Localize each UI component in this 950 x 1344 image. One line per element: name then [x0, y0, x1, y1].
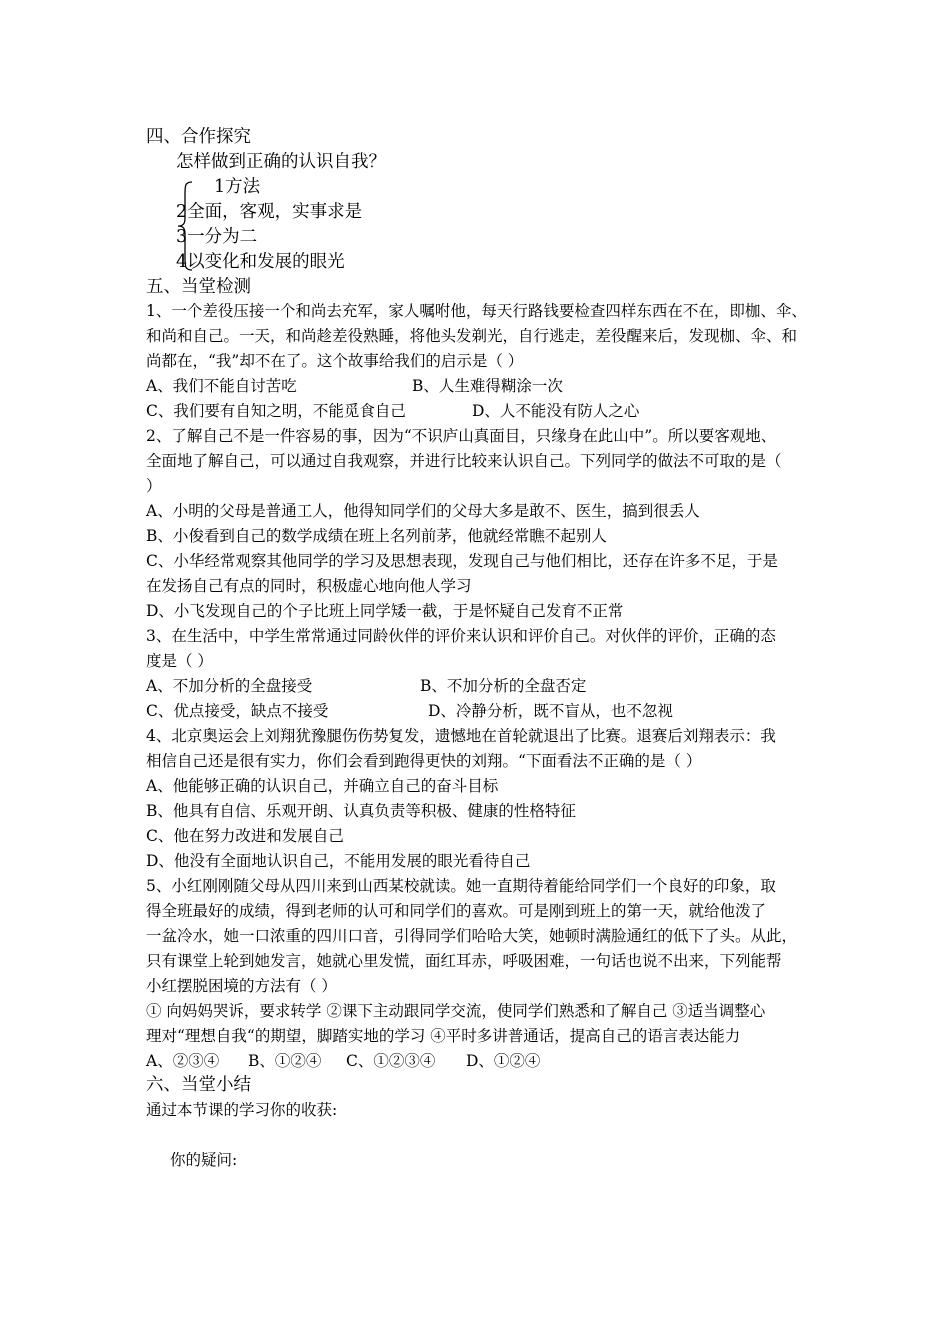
q5-line-6: ① 向妈妈哭诉，要求转学 ②课下主动跟同学交流，使同学们熟悉和了解自己 ③适当调整心 — [146, 1002, 766, 1020]
q2-line-1: 2、了解自己不是一件容易的事，因为“不识庐山真面目，只缘身在此山中”。所以要客观地、 — [146, 427, 777, 445]
method-item-2: 2全面，客观，实事求是 — [176, 202, 363, 222]
gain-prompt: 通过本节课的学习你的收获: — [146, 1101, 338, 1119]
section-4-heading: 四、合作探究 — [146, 127, 251, 147]
q2-option-d: D、小飞发现自己的个子比班上同学矮一截，于是怀疑自己发育不正常 — [146, 602, 624, 620]
q5-option-a: A、②③④ — [146, 1052, 220, 1070]
q5-option-b: B、①②④ — [248, 1052, 322, 1070]
q1-option-d: D、人不能没有防人之心 — [472, 402, 640, 420]
q3-line-1: 3、在生活中，中学生常常通过同龄伙伴的评价来认识和评价自己。对伙伴的评价，正确的态 — [146, 627, 776, 645]
q2-line-3: ） — [146, 477, 162, 495]
q4-option-b: B、他具有自信、乐观开朗、认真负责等积极、健康的性格特征 — [146, 802, 576, 820]
q1-line-1: 1、一个差役压接一个和尚去充军，家人嘱咐他，每天行路钱要检查四样东西在不在，即枷、伞、 — [146, 302, 807, 320]
section-6-heading: 六、当堂小结 — [146, 1075, 251, 1095]
section-4-question: 怎样做到正确的认识自我？ — [176, 152, 386, 172]
q2-option-a: A、小明的父母是普通工人，他得知同学们的父母大多是敢不、医生，搞到很丢人 — [146, 502, 700, 520]
q4-option-d: D、他没有全面地认识自己，不能用发展的眼光看待自己 — [146, 852, 531, 870]
method-item-3: 3一分为二 — [176, 227, 258, 247]
doubt-prompt: 你的疑问: — [170, 1151, 238, 1169]
q3-option-a: A、不加分析的全盘接受 — [146, 677, 313, 695]
q5-line-3: 一盆冷水，她一口浓重的四川口音，引得同学们哈哈大笑，她顿时满脸通红的低下了头。从此， — [146, 927, 798, 945]
q3-option-c: C、优点接受，缺点不接受 — [146, 702, 329, 720]
q4-line-1: 4、北京奥运会上刘翔犹豫腿伤伤势复发，遗憾地在首轮就退出了比赛。退赛后刘翔表示：我 — [146, 727, 776, 745]
q2-option-c-cont: 在发扬自己有点的同时，积极虚心地向他人学习 — [146, 577, 472, 595]
q4-line-2: 相信自己还是很有实力，你们会看到跑得更快的刘翔。“下面看法不正确的是（ ） — [146, 752, 702, 770]
method-item-1: 1方法 — [214, 177, 261, 197]
method-item-4: 4以变化和发展的眼光 — [176, 252, 345, 272]
q5-line-7: 理对“理想自我“的期望，脚踏实地的学习 ④平时多讲普通话，提高自己的语言表达能力 — [146, 1027, 741, 1045]
q3-option-b: B、不加分析的全盘否定 — [420, 677, 587, 695]
q5-line-1: 5、小红刚刚随父母从四川来到山西某校就读。她一直期待着能给同学们一个良好的印象，取 — [146, 877, 776, 895]
q2-option-b: B、小俊看到自己的数学成绩在班上名列前茅，他就经常瞧不起别人 — [146, 527, 607, 545]
q5-line-5: 小红摆脱困境的方法有（ ） — [146, 977, 337, 995]
q1-line-3: 尚都在，“我”却不在了。这个故事给我们的启示是（ ） — [146, 352, 524, 370]
q5-line-4: 只有课堂上轮到她发言，她就心里发慌，面红耳赤，呼吸困难，一句话也说不出来，下列能帮 — [146, 952, 782, 970]
q1-option-a: A、我们不能自讨苦吃 — [146, 377, 297, 395]
q5-option-c: C、①②③④ — [346, 1052, 436, 1070]
q2-option-c: C、小华经常观察其他同学的学习及思想表现，发现自己与他们相比，还存在许多不足，于是 — [146, 552, 778, 570]
q3-option-d: D、冷静分析，既不盲从，也不忽视 — [428, 702, 673, 720]
q1-option-c: C、我们要有自知之明，不能觅食自己 — [146, 402, 406, 420]
q1-line-2: 和尚和自己。一天，和尚趁差役熟睡，将他头发剃光，自行逃走，差役醒来后，发现枷、伞、和 — [146, 327, 798, 345]
q5-line-2: 得全班最好的成绩，得到老师的认可和同学们的喜欢。可是刚到班上的第一天，就给他泼了 — [146, 902, 767, 920]
q2-line-2: 全面地了解自己，可以通过自我观察，并进行比较来认识自己。下列同学的做法不可取的是（ — [146, 452, 782, 470]
q3-line-2: 度是（ ） — [146, 652, 213, 670]
q5-option-d: D、①②④ — [466, 1052, 541, 1070]
q1-option-b: B、人生难得糊涂一次 — [412, 377, 563, 395]
section-5-heading: 五、当堂检测 — [146, 277, 251, 297]
q4-option-a: A、他能够正确的认识自己，并确立自己的奋斗目标 — [146, 777, 499, 795]
q4-option-c: C、他在努力改进和发展自己 — [146, 827, 344, 845]
